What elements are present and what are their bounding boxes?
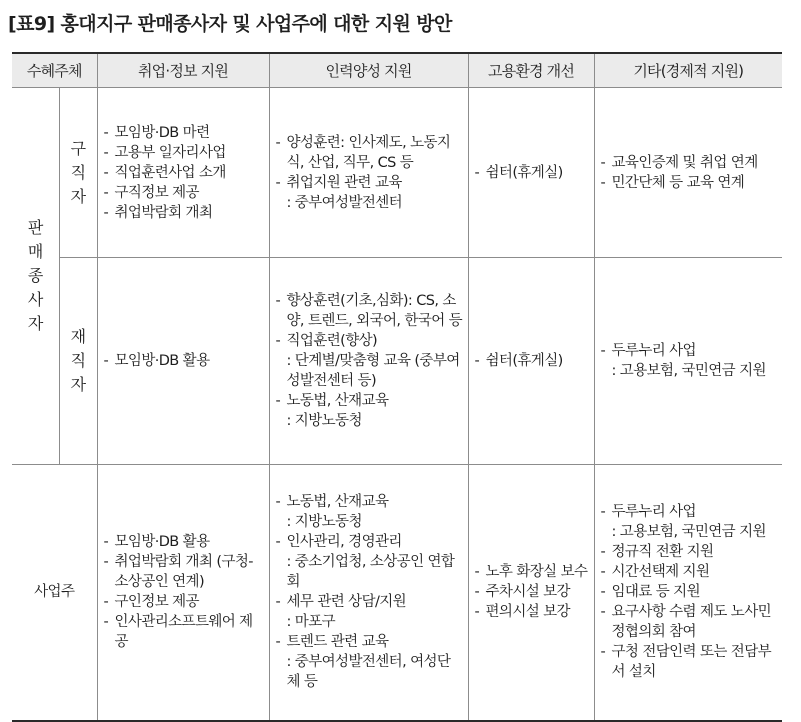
subgroup-job-seeker: 구직자 — [59, 88, 97, 258]
list-item: - 두루누리 사업 — [600, 341, 778, 361]
list-item: - 임대료 등 지원 — [600, 582, 778, 602]
cell-etc — [594, 465, 782, 721]
header-beneficiary: 수혜주체 — [12, 53, 97, 88]
list-item: - 향상훈련(기초,심화): CS, 소양, 트렌드, 외국어, 한국어 등 — [275, 291, 463, 331]
list-item: - 트렌드 관련 교육 — [275, 632, 463, 652]
list-item: - 민간단체 등 교육 연계 — [600, 173, 778, 193]
cell-environment — [468, 465, 594, 721]
list-item: - 구인정보 제공 — [103, 592, 264, 612]
list-item: - 교육인증제 및 취업 연계 — [600, 153, 778, 173]
cell-training — [269, 88, 468, 258]
subgroup-employed: 재직자 — [59, 258, 97, 465]
cell-etc — [594, 88, 782, 258]
list-item: - 정규직 전환 지원 — [600, 542, 778, 562]
list-item: - 인사관리소프트웨어 제공 — [103, 612, 264, 652]
list-item: - 모임방·DB 활용 — [103, 351, 264, 371]
list-item: - 쉼터(휴게실) — [474, 351, 589, 371]
table-row — [12, 465, 782, 721]
list-item: - 인사관리, 경영관리 — [275, 532, 463, 552]
list-item: - 시간선택제 지원 — [600, 562, 778, 582]
list-item: - 고용부 일자리사업 — [103, 143, 264, 163]
support-table — [12, 52, 782, 722]
list-item: - 세무 관련 상담/지원 — [275, 592, 463, 612]
list-item-detail: : 중소기업청, 소상공인 연합회 — [286, 554, 455, 591]
list-item: - 직업훈련사업 소개 — [103, 163, 264, 183]
list-item: - 직업훈련(향상) — [275, 331, 463, 351]
table-row — [12, 258, 782, 465]
list-item: - 주차시설 보강 — [474, 582, 589, 602]
cell-environment — [468, 258, 594, 465]
list-item: - 모임방·DB 마련 — [103, 123, 264, 143]
list-item-detail: : 지방노동청 — [286, 413, 362, 429]
table-row — [12, 88, 782, 258]
list-item-detail: : 지방노동청 — [286, 514, 362, 531]
list-item: - 노동법, 산재교육 — [275, 492, 463, 512]
list-item: - 노후 화장실 보수 — [474, 562, 589, 582]
group-sales-workers: 판매종사자 — [12, 88, 59, 465]
list-item: - 취업박람회 개최 (구청-소상공인 연계) — [103, 552, 264, 592]
header-environment: 고용환경 개선 — [468, 53, 594, 88]
cell-etc — [594, 258, 782, 465]
header-etc: 기타(경제적 지원) — [594, 53, 782, 88]
list-item: - 모임방·DB 활용 — [103, 532, 264, 552]
cell-job-info — [97, 88, 269, 258]
list-item: - 쉼터(휴게실) — [474, 163, 589, 183]
table-title: [표9] 홍대지구 판매종사자 및 사업주에 대한 지원 방안 — [8, 13, 452, 35]
list-item: - 취업박람회 개최 — [103, 203, 264, 223]
list-item-detail: : 고용보험, 국민연금 지원 — [611, 363, 766, 379]
header-training: 인력양성 지원 — [269, 53, 468, 88]
header-job-info: 취업·정보 지원 — [97, 53, 269, 88]
cell-environment — [468, 88, 594, 258]
list-item: - 편의시설 보강 — [474, 602, 589, 622]
group-business-owner: 사업주 — [12, 465, 97, 721]
list-item-detail: : 단계별/맞춤형 교육 (중부여성발전센터 등) — [286, 353, 460, 389]
cell-training — [269, 465, 468, 721]
cell-job-info — [97, 465, 269, 721]
header-row — [12, 53, 782, 88]
list-item: - 두루누리 사업 — [600, 502, 778, 522]
cell-job-info — [97, 258, 269, 465]
list-item: - 취업지원 관련 교육 — [275, 173, 463, 193]
cell-training — [269, 258, 468, 465]
list-item: - 요구사항 수렴 제도 노사민정협의회 참여 — [600, 602, 778, 642]
list-item: - 노동법, 산재교육 — [275, 391, 463, 411]
list-item-detail: : 마포구 — [286, 614, 336, 631]
list-item: - 양성훈련: 인사제도, 노동지식, 산업, 직무, CS 등 — [275, 133, 463, 173]
list-item-detail: : 고용보험, 국민연금 지원 — [611, 524, 766, 541]
list-item-detail: : 중부여성발전센터, 여성단체 등 — [286, 654, 451, 691]
list-item: - 구직정보 제공 — [103, 183, 264, 203]
list-item: - 구청 전담인력 또는 전담부서 설치 — [600, 642, 778, 682]
list-item-detail: : 중부여성발전센터 — [286, 194, 403, 211]
